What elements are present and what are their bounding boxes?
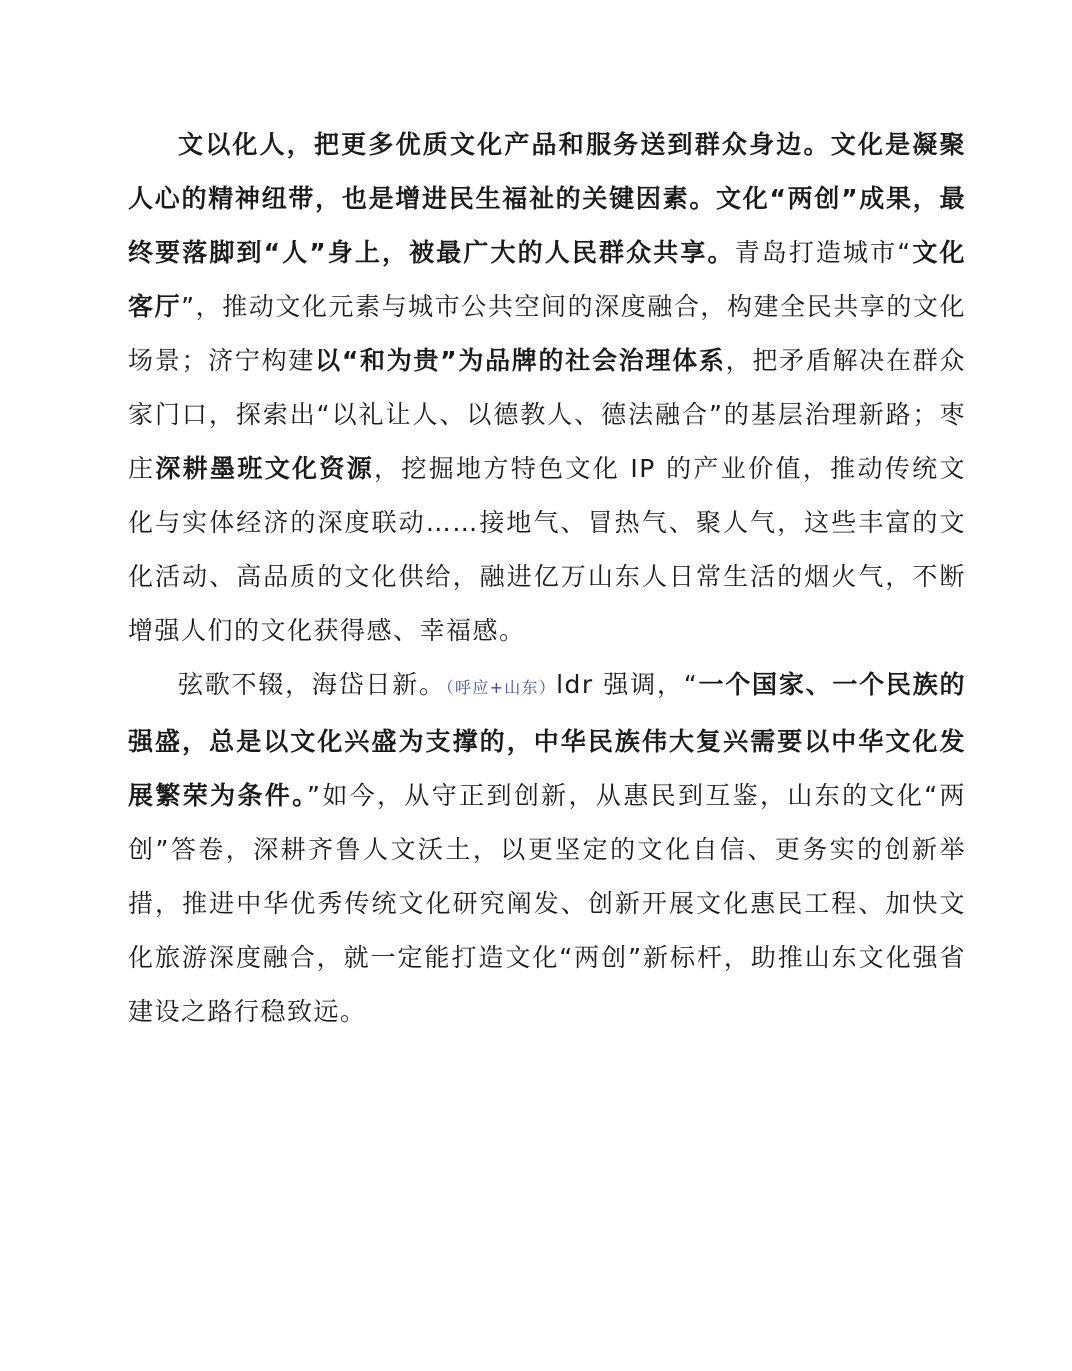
bold-lead-sentence: 文以化人，把更多优质文化产品和服务送到群众身边。文化是凝聚人心的精神纽带，也是增进民生福祉的关键因素。文化“两创”成果，最终要落脚到“人”身上，被最广大的人民群众共享。 [128,130,966,267]
bold-phrase: 深耕墨班文化资源 [155,454,375,483]
bold-phrase: 文化客厅 [128,238,966,321]
body-text: ，挖掘地方特色文化 IP 的产业价值，推动传统文化与实体经济的深度联动……接地气、冒热气、聚人气，这些丰富的文化活动、高品质的文化供给，融进亿万山东人日常生活的烟火气，不断增强人们的文化获得感、幸福感。 [128,454,966,645]
body-text: ”如今，从守正到创新，从惠民到互鉴，山东的文化“两创”答卷，深耕齐鲁人文沃土，以更坚定的文化自信、更务实的创新举措，推进中华优秀传统文化研究阐发、创新开展文化惠民工程、加快文化旅游深度融合，就一定能打造文化“两创”新标杆，助推山东文化强省建设之路行稳致远。 [128,781,966,1026]
bold-quote: 一个国家、一个民族的强盛，总是以文化兴盛为支撑的，中华民族伟大复兴需要以中华文化发展繁荣为条件。 [128,670,966,810]
body-text: 弦歌不辍，海岱日新。 [178,670,446,699]
document-body [128,118,966,1039]
annotation-note: （呼应+山东） [445,678,557,697]
body-text: ，把矛盾解决在群众家门口，探索出“以礼让人、以德教人、德法融合”的基层治理新路；枣庄 [128,346,966,483]
body-text: 青岛打造城市“ [734,238,912,267]
paragraph-2 [128,658,966,1039]
body-text: ”，推动文化元素与城市公共空间的深度融合，构建全民共享的文化场景；济宁构建 [128,292,966,375]
bold-phrase: 以“和为贵”为品牌的社会治理体系 [315,346,726,375]
body-text: ldr 强调，“ [556,670,699,699]
paragraph-1 [128,118,966,658]
